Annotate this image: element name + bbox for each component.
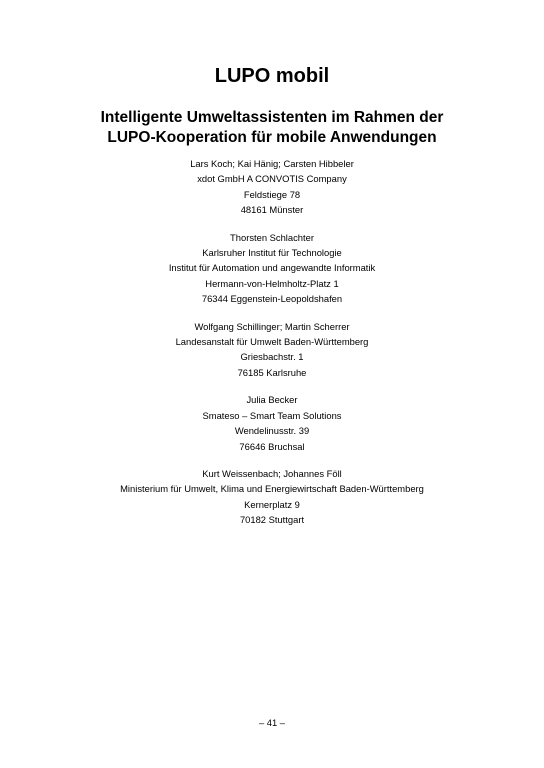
street-address: Wendelinusstr. 39 (234, 425, 310, 437)
organization: Karlsruher Institut für Technologie (202, 247, 342, 259)
affiliation-block (0, 230, 544, 307)
paper-title: LUPO mobil (214, 65, 330, 87)
postal-city: 76344 Eggenstein-Leopoldshafen (201, 293, 343, 305)
author-names: Julia Becker (246, 394, 298, 406)
subtitle-line: Intelligente Umweltassistenten im Rahmen der (100, 109, 444, 126)
postal-city: 70182 Stuttgart (239, 514, 305, 526)
author-affiliations (0, 156, 544, 540)
street-address: Feldstiege 78 (243, 188, 301, 200)
postal-city: 48161 Münster (240, 204, 304, 216)
organization: xdot GmbH A CONVOTIS Company (197, 173, 347, 185)
page-number: – 41 – (258, 717, 286, 728)
subtitle-line: LUPO-Kooperation für mobile Anwendungen (107, 129, 437, 146)
affiliation-block (0, 392, 544, 454)
author-names: Kurt Weissenbach; Johannes Föll (202, 467, 342, 479)
author-names: Lars Koch; Kai Hänig; Carsten Hibbeler (190, 158, 354, 169)
author-names: Thorsten Schlachter (230, 231, 314, 243)
affiliation-block (0, 319, 544, 381)
street-address: Griesbachstr. 1 (240, 351, 304, 363)
street-address: Hermann-von-Helmholtz-Platz 1 (205, 277, 339, 289)
organization: Ministerium für Umwelt, Klima und Energiewirtschaft Baden-Württemberg (120, 483, 424, 495)
author-names: Wolfgang Schillinger; Martin Scherrer (194, 320, 350, 332)
affiliation-block (0, 156, 544, 218)
affiliation-block (0, 466, 544, 528)
postal-city: 76185 Karlsruhe (237, 366, 307, 378)
organization: Smateso – Smart Team Solutions (202, 409, 342, 421)
organization: Landesanstalt für Umwelt Baden-Württemberg (175, 336, 369, 348)
paper-subtitle (0, 108, 544, 148)
department: Institut für Automation und angewandte Informatik (168, 262, 376, 274)
street-address: Kernerplatz 9 (244, 498, 300, 510)
postal-city: 76646 Bruchsal (239, 440, 305, 452)
